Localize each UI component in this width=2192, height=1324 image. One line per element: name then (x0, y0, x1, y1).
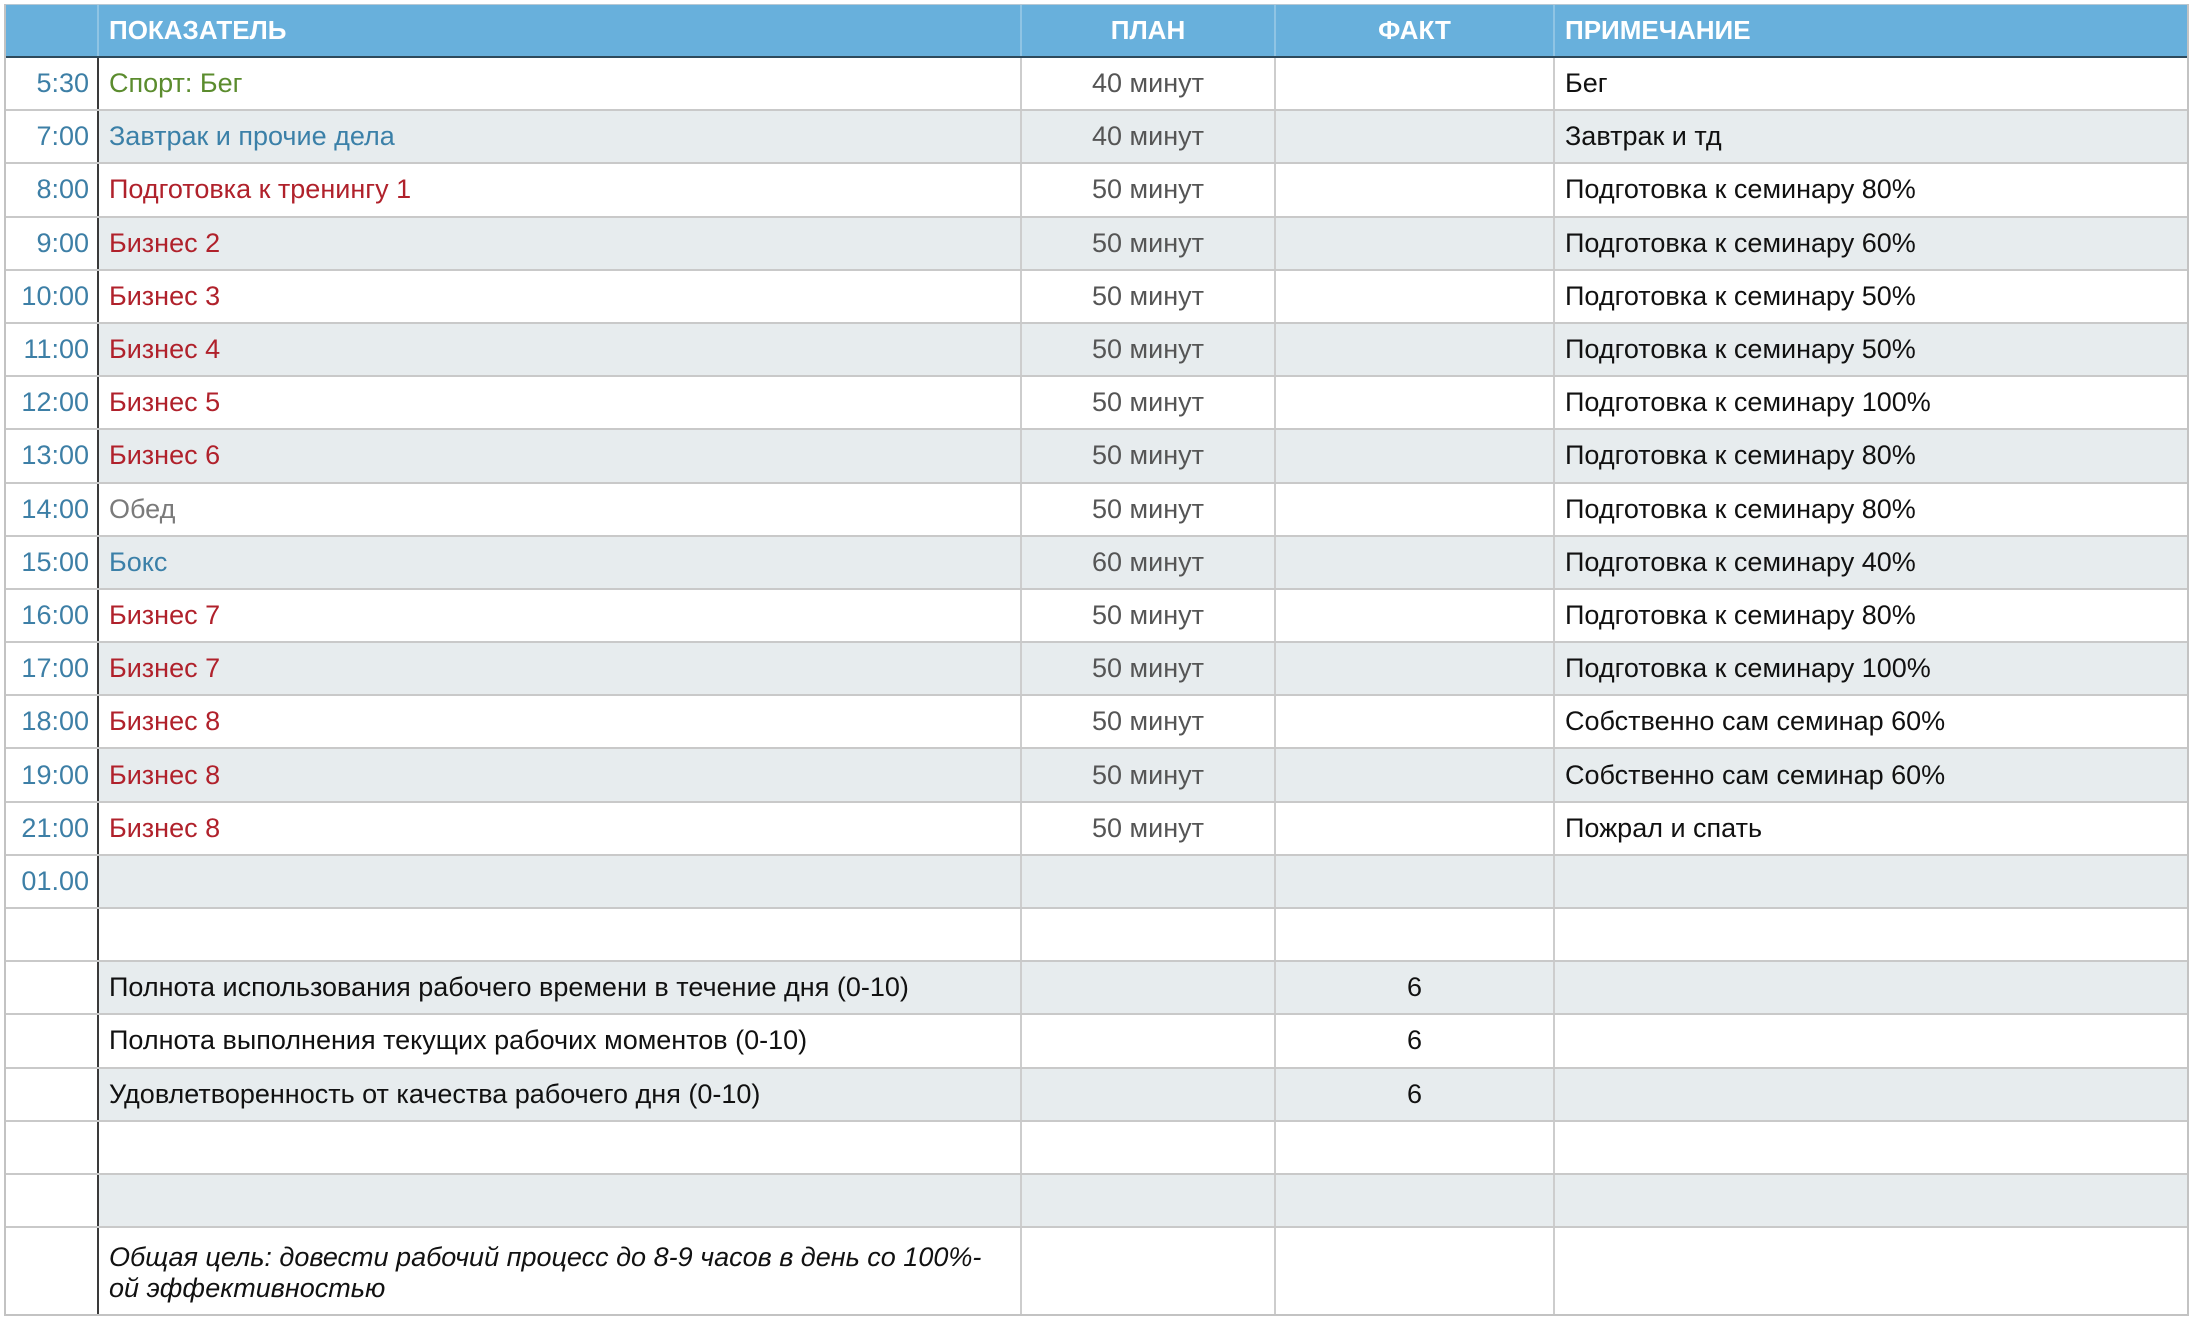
header-note[interactable]: ПРИМЕЧАНИЕ (1565, 15, 1751, 45)
plan-cell[interactable] (1022, 1175, 1276, 1226)
fact-cell[interactable] (1276, 164, 1555, 215)
note-cell[interactable] (1555, 856, 2187, 907)
indicator-cell[interactable]: Бокс (99, 537, 1022, 588)
fact-cell[interactable] (1276, 643, 1555, 694)
plan-cell[interactable]: 50 минут (1022, 484, 1276, 535)
indicator-cell[interactable]: Завтрак и прочие дела (99, 111, 1022, 162)
plan-cell[interactable]: 60 минут (1022, 537, 1276, 588)
note-cell[interactable]: Подготовка к семинару 100% (1565, 387, 1931, 418)
note-cell[interactable] (1555, 1175, 2187, 1226)
fact-cell[interactable]: 6 (1276, 1069, 1555, 1120)
indicator-cell[interactable] (99, 909, 1022, 960)
note-cell[interactable]: Подготовка к семинару 40% (1555, 537, 2187, 588)
table-row (6, 537, 2187, 590)
fact-cell[interactable] (1276, 803, 1555, 854)
indicator-cell[interactable] (99, 1122, 1022, 1173)
indicator-cell[interactable]: Бизнес 8 (99, 803, 1022, 854)
note-cell[interactable]: Подготовка к семинару 80% (1565, 174, 1916, 205)
note-cell[interactable]: Подготовка к семинару 100% (1555, 643, 2187, 694)
table-row (6, 643, 2187, 696)
fact-cell[interactable]: 6 (1276, 962, 1555, 1013)
plan-cell[interactable]: 50 минут (1022, 643, 1276, 694)
plan-cell[interactable]: 40 минут (1022, 58, 1276, 109)
indicator-cell[interactable]: Бизнес 7 (99, 643, 1022, 694)
fact-cell[interactable] (1276, 377, 1555, 428)
note-cell[interactable]: Завтрак и тд (1555, 111, 2187, 162)
fact-cell[interactable] (1276, 271, 1555, 322)
time-cell[interactable]: 18:00 (6, 696, 99, 747)
fact-cell[interactable] (1276, 749, 1555, 800)
indicator-cell[interactable]: Бизнес 3 (99, 271, 1022, 322)
plan-cell[interactable] (1022, 1228, 1276, 1314)
time-cell[interactable]: 21:00 (6, 803, 99, 854)
time-cell[interactable]: 8:00 (6, 164, 99, 215)
time-cell[interactable]: 17:00 (6, 643, 99, 694)
plan-cell[interactable]: 50 минут (1022, 271, 1276, 322)
table-row (6, 111, 2187, 164)
time-cell[interactable]: 13:00 (6, 430, 99, 481)
daily-plan-table (4, 4, 2189, 1316)
fact-cell[interactable] (1276, 856, 1555, 907)
table-row (6, 484, 2187, 537)
indicator-cell[interactable] (99, 1175, 1022, 1226)
indicator-cell[interactable]: Полнота выполнения текущих рабочих моментов (0-10) (99, 1015, 1022, 1066)
table-row (6, 58, 2187, 111)
time-cell[interactable]: 7:00 (6, 111, 99, 162)
plan-cell[interactable]: 50 минут (1022, 377, 1276, 428)
time-cell[interactable] (6, 1228, 99, 1314)
indicator-cell[interactable]: Бизнес 4 (99, 324, 1022, 375)
plan-cell[interactable]: 50 минут (1022, 590, 1276, 641)
note-cell[interactable]: Пожрал и спать (1565, 812, 1763, 843)
time-cell[interactable]: 12:00 (6, 377, 99, 428)
time-cell[interactable]: 19:00 (6, 749, 99, 800)
fact-cell[interactable] (1276, 590, 1555, 641)
indicator-cell[interactable]: Спорт: Бег (99, 58, 1022, 109)
time-cell[interactable]: 5:30 (6, 58, 99, 109)
plan-cell[interactable] (1022, 962, 1276, 1013)
goal-cell[interactable]: Общая цель: довести рабочий процесс до 8-9 часов в день со 100%-ой эффективностью (99, 1228, 1022, 1314)
fact-cell[interactable] (1276, 1122, 1555, 1173)
note-cell[interactable] (1555, 1228, 2187, 1314)
plan-cell[interactable]: 40 минут (1022, 111, 1276, 162)
goal-row (6, 1228, 2187, 1314)
plan-cell[interactable]: 50 минут (1022, 696, 1276, 747)
plan-cell[interactable] (1022, 1122, 1276, 1173)
plan-cell[interactable]: 50 минут (1022, 164, 1276, 215)
note-cell[interactable]: Подготовка к семинару 50% (1555, 324, 2187, 375)
header-time[interactable] (6, 5, 99, 56)
fact-cell[interactable] (1276, 58, 1555, 109)
fact-cell[interactable] (1276, 484, 1555, 535)
table-body (6, 58, 2187, 1228)
note-cell[interactable] (1555, 962, 2187, 1013)
indicator-cell[interactable]: Бизнес 8 (99, 749, 1022, 800)
fact-cell[interactable] (1276, 324, 1555, 375)
time-cell[interactable]: 16:00 (6, 590, 99, 641)
fact-cell[interactable]: 6 (1276, 1015, 1555, 1066)
indicator-cell[interactable]: Бизнес 6 (99, 430, 1022, 481)
time-cell[interactable]: 14:00 (6, 484, 99, 535)
time-cell[interactable] (6, 962, 99, 1013)
time-cell[interactable]: 9:00 (6, 218, 99, 269)
time-cell[interactable] (6, 909, 99, 960)
table-row (6, 271, 2187, 324)
table-row (6, 590, 2187, 643)
plan-cell[interactable]: 50 минут (1022, 803, 1276, 854)
fact-cell[interactable] (1276, 1175, 1555, 1226)
fact-cell[interactable] (1276, 909, 1555, 960)
time-cell[interactable]: 10:00 (6, 271, 99, 322)
note-cell[interactable]: Собственно сам семинар 60% (1555, 749, 2187, 800)
table-row (6, 1069, 2187, 1122)
indicator-cell[interactable] (99, 856, 1022, 907)
note-cell[interactable]: Подготовка к семинару 80% (1565, 493, 1916, 524)
note-cell[interactable]: Подготовка к семинару 60% (1555, 218, 2187, 269)
indicator-cell[interactable]: Удовлетворенность от качества рабочего дня (0-10) (99, 1069, 1022, 1120)
table-row (6, 218, 2187, 271)
indicator-cell[interactable]: Бизнес 5 (99, 377, 1022, 428)
indicator-cell[interactable]: Бизнес 2 (99, 218, 1022, 269)
table-row (6, 696, 2187, 749)
plan-cell[interactable] (1022, 1069, 1276, 1120)
table-row (6, 164, 2187, 217)
note-cell[interactable]: Подготовка к семинару 80% (1555, 430, 2187, 481)
table-row (6, 1122, 2187, 1175)
header-plan[interactable]: ПЛАН (1022, 5, 1276, 56)
note-cell[interactable] (1555, 909, 2187, 960)
plan-cell[interactable] (1022, 856, 1276, 907)
table-row (6, 803, 2187, 856)
note-cell[interactable]: Собственно сам семинар 60% (1565, 706, 1946, 737)
table-row (6, 1175, 2187, 1228)
fact-cell[interactable] (1276, 696, 1555, 747)
plan-cell[interactable]: 50 минут (1022, 324, 1276, 375)
table-row (6, 1015, 2187, 1068)
note-cell[interactable]: Подготовка к семинару 50% (1565, 280, 1916, 311)
table-row (6, 909, 2187, 962)
time-cell[interactable]: 11:00 (6, 324, 99, 375)
note-cell[interactable] (1555, 1069, 2187, 1120)
plan-cell[interactable]: 50 минут (1022, 749, 1276, 800)
time-cell[interactable]: 01.00 (6, 856, 99, 907)
plan-cell[interactable] (1022, 909, 1276, 960)
plan-cell[interactable]: 50 минут (1022, 218, 1276, 269)
header-fact[interactable]: ФАКТ (1276, 5, 1555, 56)
fact-cell[interactable] (1276, 537, 1555, 588)
fact-cell[interactable] (1276, 1228, 1555, 1314)
table-row (6, 377, 2187, 430)
plan-cell[interactable]: 50 минут (1022, 430, 1276, 481)
note-cell[interactable] (1555, 1015, 2187, 1066)
time-cell[interactable] (6, 1175, 99, 1226)
table-row (6, 430, 2187, 483)
note-cell[interactable] (1555, 1122, 2187, 1173)
plan-cell[interactable] (1022, 1015, 1276, 1066)
header-indicator[interactable]: ПОКАЗАТЕЛЬ (99, 5, 1022, 56)
table-row (6, 856, 2187, 909)
table-row (6, 324, 2187, 377)
indicator-cell[interactable]: Подготовка к тренингу 1 (99, 164, 1022, 215)
fact-cell[interactable] (1276, 430, 1555, 481)
table-row (6, 962, 2187, 1015)
fact-cell[interactable] (1276, 111, 1555, 162)
note-cell[interactable]: Подготовка к семинару 80% (1565, 599, 1916, 630)
time-cell[interactable] (6, 1015, 99, 1066)
indicator-cell[interactable]: Полнота использования рабочего времени в течение дня (0-10) (99, 962, 1022, 1013)
note-cell[interactable]: Бег (1565, 68, 1608, 99)
indicator-cell[interactable]: Бизнес 7 (99, 590, 1022, 641)
indicator-cell[interactable]: Обед (99, 484, 1022, 535)
fact-cell[interactable] (1276, 218, 1555, 269)
time-cell[interactable] (6, 1122, 99, 1173)
indicator-cell[interactable]: Бизнес 8 (99, 696, 1022, 747)
time-cell[interactable] (6, 1069, 99, 1120)
table-row (6, 749, 2187, 802)
table-header-row (6, 4, 2187, 58)
time-cell[interactable]: 15:00 (6, 537, 99, 588)
